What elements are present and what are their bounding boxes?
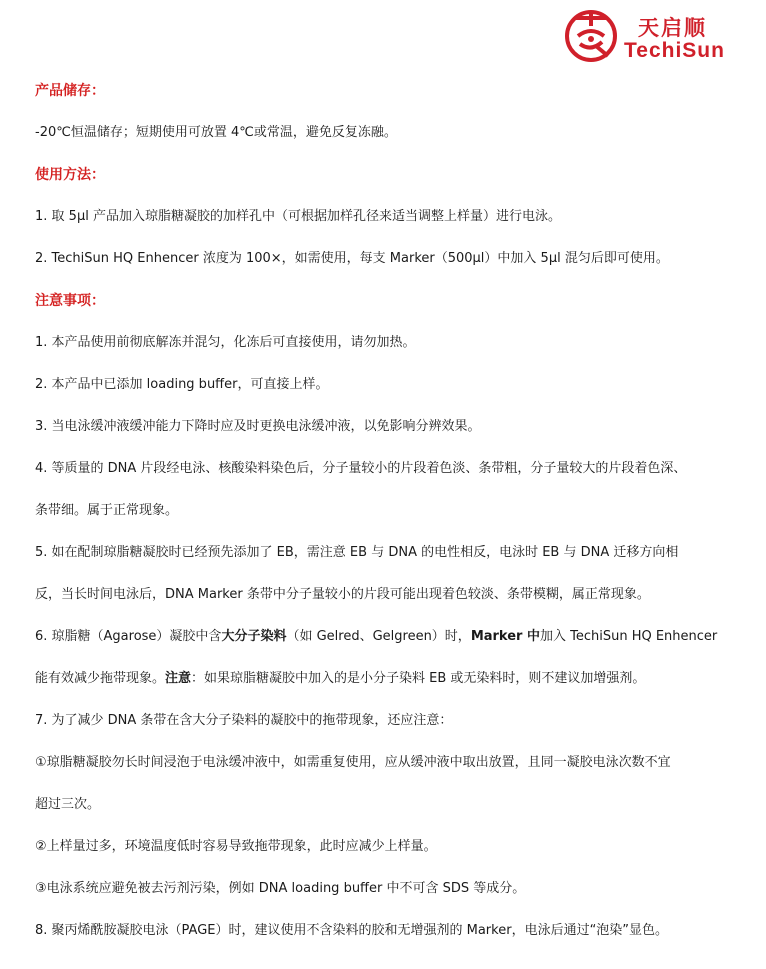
notes-heading: 注意事项： [35, 293, 105, 309]
note-item-5-line-1: 5. 如在配制琼脂糖凝胶时已经预先添加了 EB，需注意 EB 与 DNA 的电性相反，电泳时 EB 与 DNA 迁移方向相 [35, 545, 679, 560]
note-6-text-e: 加入 TechiSun HQ Enhencer [539, 629, 718, 644]
note-item-7-sub-1-line-2: 超过三次。 [35, 797, 101, 812]
note-item-3: 3. 当电泳缓冲液缓冲能力下降时应及时更换电泳缓冲液，以免影响分辨效果。 [35, 419, 481, 434]
note-6-bold-dye: 大分子染料 [221, 629, 287, 644]
note-item-1: 1. 本产品使用前彻底解冻并混匀，化冻后可直接使用，请勿加热。 [35, 335, 416, 350]
note-item-5-line-2: 反，当长时间电泳后，DNA Marker 条带中分子量较小的片段可能出现着色较淡、条带模糊，属正常现象。 [35, 587, 650, 602]
note-item-6-line-1 [35, 626, 735, 668]
note-item-4-line-1: 4. 等质量的 DNA 片段经电泳、核酸染料染色后，分子量较小的片段着色淡、条带粗，分子量较大的片段着色深、 [35, 461, 687, 476]
note-6-text-l2a: 能有效减少拖带现象。 [35, 671, 166, 686]
note-item-6-line-2 [35, 668, 735, 710]
usage-item-2: 2. TechiSun HQ Enhencer 浓度为 100×，如需使用，每支 Marker（500μl）中加入 5μl 混匀后即可使用。 [35, 251, 669, 266]
note-item-7: 7. 为了减少 DNA 条带在含大分子染料的凝胶中的拖带现象，还应注意： [35, 713, 453, 728]
techisun-logo [562, 6, 758, 64]
note-item-7-sub-3: ③电泳系统应避免被去污剂污染，例如 DNA loading buffer 中不可含 SDS 等成分。 [35, 881, 526, 896]
note-item-7-sub-2: ②上样量过多，环境温度低时容易导致拖带现象，此时应减少上样量。 [35, 839, 437, 854]
usage-heading: 使用方法： [35, 167, 105, 183]
storage-heading: 产品储存： [35, 83, 105, 99]
note-6-text-c: （如 Gelred、Gelgreen）时， [286, 629, 471, 644]
note-6-bold-marker: Marker 中 [470, 629, 540, 644]
logo-chinese-text: 天启顺 [638, 15, 707, 40]
note-item-4-line-2: 条带细。属于正常现象。 [35, 503, 179, 518]
techisun-emblem-icon [562, 6, 622, 64]
note-6-text-l2c: ：如果琼脂糖凝胶中加入的是小分子染料 EB 或无染料时，则不建议加增强剂。 [191, 671, 646, 686]
usage-item-1: 1. 取 5μl 产品加入琼脂糖凝胶的加样孔中（可根据加样孔径来适当调整上样量）进行电泳。 [35, 209, 561, 224]
note-6-text-a: 6. 琼脂糖（Agarose）凝胶中含 [35, 629, 222, 644]
note-item-7-sub-1-line-1: ①琼脂糖凝胶勿长时间浸泡于电泳缓冲液中，如需重复使用，应从缓冲液中取出放置，且同一凝胶电泳次数不宜 [35, 755, 671, 770]
storage-line: -20℃恒温储存；短期使用可放置 4℃或常温，避免反复冻融。 [35, 125, 397, 140]
note-item-2: 2. 本产品中已添加 loading buffer，可直接上样。 [35, 377, 329, 392]
logo-english-text: TechiSun [624, 39, 725, 62]
note-6-bold-caution: 注意 [165, 671, 192, 686]
note-item-8: 8. 聚丙烯酰胺凝胶电泳（PAGE）时，建议使用不含染料的胶和无增强剂的 Marker，电泳后通过“泡染”显色。 [35, 923, 669, 938]
document-body [35, 80, 735, 962]
